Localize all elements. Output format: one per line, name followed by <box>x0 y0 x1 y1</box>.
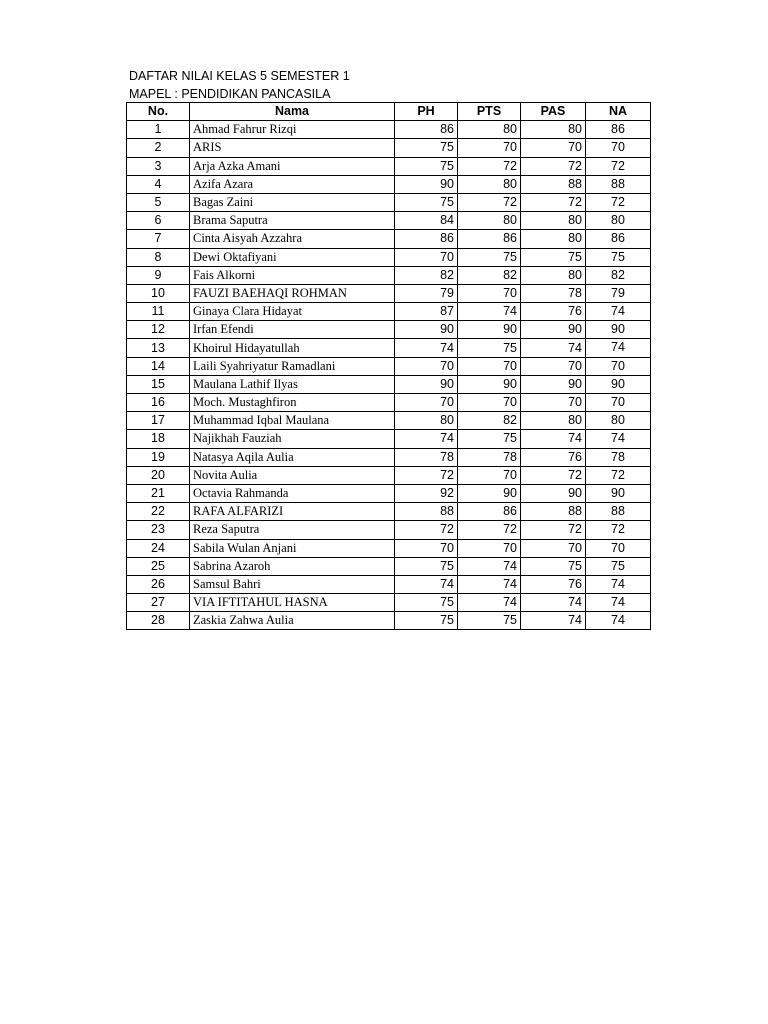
table-row <box>127 430 651 448</box>
table-row <box>127 594 651 612</box>
table-row <box>127 412 651 430</box>
cell-pts: 70 <box>458 139 521 157</box>
table-row <box>127 484 651 502</box>
table-row <box>127 357 651 375</box>
cell-nama: Ahmad Fahrur Rizqi <box>190 121 395 139</box>
cell-no: 10 <box>127 284 190 302</box>
cell-na: 90 <box>586 321 651 339</box>
cell-no: 3 <box>127 157 190 175</box>
table-row <box>127 521 651 539</box>
cell-pts: 80 <box>458 212 521 230</box>
cell-no: 8 <box>127 248 190 266</box>
cell-na: 74 <box>586 575 651 593</box>
cell-ph: 70 <box>395 357 458 375</box>
cell-nama: Azifa Azara <box>190 175 395 193</box>
cell-pts: 75 <box>458 430 521 448</box>
column-header-nama: Nama <box>190 103 395 121</box>
cell-pts: 86 <box>458 230 521 248</box>
column-header-ph: PH <box>395 103 458 121</box>
cell-ph: 75 <box>395 139 458 157</box>
cell-pas: 74 <box>521 430 586 448</box>
cell-no: 19 <box>127 448 190 466</box>
cell-no: 2 <box>127 139 190 157</box>
cell-nama: Samsul Bahri <box>190 575 395 593</box>
cell-nama: ARIS <box>190 139 395 157</box>
cell-pts: 82 <box>458 266 521 284</box>
cell-no: 25 <box>127 557 190 575</box>
table-row <box>127 575 651 593</box>
cell-pts: 72 <box>458 157 521 175</box>
cell-nama: Sabrina Azaroh <box>190 557 395 575</box>
cell-ph: 74 <box>395 430 458 448</box>
cell-no: 23 <box>127 521 190 539</box>
table-body <box>127 121 651 630</box>
cell-pas: 76 <box>521 448 586 466</box>
cell-na: 80 <box>586 212 651 230</box>
cell-pas: 72 <box>521 193 586 211</box>
cell-pts: 80 <box>458 175 521 193</box>
cell-no: 15 <box>127 375 190 393</box>
cell-na: 86 <box>586 230 651 248</box>
cell-nama: RAFA ALFARIZI <box>190 503 395 521</box>
cell-nama: Ginaya Clara Hidayat <box>190 303 395 321</box>
cell-pts: 90 <box>458 321 521 339</box>
cell-na: 70 <box>586 357 651 375</box>
cell-pts: 70 <box>458 357 521 375</box>
cell-pas: 90 <box>521 484 586 502</box>
cell-no: 17 <box>127 412 190 430</box>
table-row <box>127 303 651 321</box>
table-row <box>127 248 651 266</box>
cell-ph: 78 <box>395 448 458 466</box>
cell-na: 72 <box>586 466 651 484</box>
cell-pts: 70 <box>458 539 521 557</box>
cell-ph: 70 <box>395 539 458 557</box>
cell-pas: 70 <box>521 539 586 557</box>
cell-pas: 90 <box>521 375 586 393</box>
table-row <box>127 284 651 302</box>
cell-pas: 74 <box>521 612 586 630</box>
column-header-pts: PTS <box>458 103 521 121</box>
table-row <box>127 448 651 466</box>
cell-na: 88 <box>586 175 651 193</box>
cell-na: 72 <box>586 193 651 211</box>
cell-nama: Cinta Aisyah Azzahra <box>190 230 395 248</box>
cell-pas: 72 <box>521 521 586 539</box>
cell-na: 74 <box>586 430 651 448</box>
cell-pts: 70 <box>458 284 521 302</box>
cell-no: 4 <box>127 175 190 193</box>
cell-ph: 75 <box>395 157 458 175</box>
cell-nama: Laili Syahriyatur Ramadlani <box>190 357 395 375</box>
cell-pts: 75 <box>458 339 521 357</box>
cell-ph: 90 <box>395 375 458 393</box>
cell-pas: 80 <box>521 266 586 284</box>
cell-ph: 79 <box>395 284 458 302</box>
cell-nama: Khoirul Hidayatullah <box>190 339 395 357</box>
cell-pas: 88 <box>521 175 586 193</box>
cell-pas: 80 <box>521 212 586 230</box>
table-row <box>127 193 651 211</box>
cell-pas: 74 <box>521 594 586 612</box>
cell-na: 72 <box>586 521 651 539</box>
cell-nama: Zaskia Zahwa Aulia <box>190 612 395 630</box>
document-header <box>129 67 350 103</box>
cell-no: 27 <box>127 594 190 612</box>
cell-no: 18 <box>127 430 190 448</box>
cell-no: 24 <box>127 539 190 557</box>
cell-pas: 75 <box>521 557 586 575</box>
table-row <box>127 139 651 157</box>
cell-pts: 74 <box>458 575 521 593</box>
cell-pas: 80 <box>521 412 586 430</box>
cell-ph: 90 <box>395 321 458 339</box>
cell-ph: 70 <box>395 394 458 412</box>
table-row <box>127 175 651 193</box>
cell-no: 14 <box>127 357 190 375</box>
cell-pts: 90 <box>458 484 521 502</box>
cell-na: 70 <box>586 394 651 412</box>
subject-label: MAPEL : PENDIDIKAN PANCASILA <box>129 87 331 101</box>
cell-na: 74 <box>586 612 651 630</box>
cell-ph: 75 <box>395 612 458 630</box>
cell-no: 13 <box>127 339 190 357</box>
table-header-row <box>127 103 651 121</box>
cell-nama: Octavia Rahmanda <box>190 484 395 502</box>
cell-pts: 74 <box>458 303 521 321</box>
cell-ph: 86 <box>395 230 458 248</box>
cell-no: 26 <box>127 575 190 593</box>
table-row <box>127 539 651 557</box>
cell-pas: 90 <box>521 321 586 339</box>
cell-pas: 75 <box>521 248 586 266</box>
cell-nama: Fais Alkorni <box>190 266 395 284</box>
cell-no: 20 <box>127 466 190 484</box>
table-row <box>127 157 651 175</box>
table-row <box>127 375 651 393</box>
cell-na: 88 <box>586 503 651 521</box>
cell-ph: 74 <box>395 575 458 593</box>
cell-ph: 88 <box>395 503 458 521</box>
table-row <box>127 121 651 139</box>
table-row <box>127 394 651 412</box>
table-row <box>127 266 651 284</box>
cell-pas: 70 <box>521 139 586 157</box>
document-title: DAFTAR NILAI KELAS 5 SEMESTER 1 <box>129 69 350 83</box>
cell-na: 74 <box>586 594 651 612</box>
cell-no: 11 <box>127 303 190 321</box>
cell-nama: FAUZI BAEHAQI ROHMAN <box>190 284 395 302</box>
cell-ph: 75 <box>395 594 458 612</box>
column-header-no: No. <box>127 103 190 121</box>
cell-pts: 86 <box>458 503 521 521</box>
cell-nama: Moch. Mustaghfiron <box>190 394 395 412</box>
cell-no: 6 <box>127 212 190 230</box>
cell-no: 22 <box>127 503 190 521</box>
cell-na: 82 <box>586 266 651 284</box>
cell-pas: 88 <box>521 503 586 521</box>
cell-pas: 76 <box>521 303 586 321</box>
cell-nama: Bagas Zaini <box>190 193 395 211</box>
cell-pts: 74 <box>458 594 521 612</box>
cell-ph: 82 <box>395 266 458 284</box>
cell-nama: Novita Aulia <box>190 466 395 484</box>
cell-ph: 72 <box>395 466 458 484</box>
cell-pts: 75 <box>458 248 521 266</box>
cell-pts: 82 <box>458 412 521 430</box>
cell-nama: Maulana Lathif Ilyas <box>190 375 395 393</box>
cell-ph: 84 <box>395 212 458 230</box>
table-row <box>127 612 651 630</box>
cell-na: 90 <box>586 484 651 502</box>
cell-na: 78 <box>586 448 651 466</box>
cell-ph: 80 <box>395 412 458 430</box>
cell-pts: 70 <box>458 394 521 412</box>
cell-ph: 92 <box>395 484 458 502</box>
cell-ph: 75 <box>395 193 458 211</box>
cell-nama: Reza Saputra <box>190 521 395 539</box>
cell-pts: 75 <box>458 612 521 630</box>
table-row <box>127 557 651 575</box>
cell-pts: 70 <box>458 466 521 484</box>
cell-pts: 78 <box>458 448 521 466</box>
cell-no: 12 <box>127 321 190 339</box>
cell-nama: Irfan Efendi <box>190 321 395 339</box>
cell-pas: 72 <box>521 466 586 484</box>
cell-na: 79 <box>586 284 651 302</box>
cell-ph: 75 <box>395 557 458 575</box>
cell-na: 74 <box>586 339 651 357</box>
cell-pas: 76 <box>521 575 586 593</box>
cell-ph: 90 <box>395 175 458 193</box>
cell-pts: 74 <box>458 557 521 575</box>
cell-pas: 72 <box>521 157 586 175</box>
table-row <box>127 339 651 357</box>
cell-nama: Dewi Oktafiyani <box>190 248 395 266</box>
column-header-na: NA <box>586 103 651 121</box>
cell-na: 80 <box>586 412 651 430</box>
cell-na: 70 <box>586 139 651 157</box>
cell-na: 75 <box>586 248 651 266</box>
cell-pas: 74 <box>521 339 586 357</box>
table-row <box>127 230 651 248</box>
cell-ph: 70 <box>395 248 458 266</box>
grades-table <box>126 102 651 630</box>
cell-na: 86 <box>586 121 651 139</box>
cell-nama: Najikhah Fauziah <box>190 430 395 448</box>
cell-nama: Natasya Aqila Aulia <box>190 448 395 466</box>
cell-ph: 74 <box>395 339 458 357</box>
cell-pas: 80 <box>521 230 586 248</box>
cell-pas: 80 <box>521 121 586 139</box>
cell-ph: 86 <box>395 121 458 139</box>
cell-pts: 90 <box>458 375 521 393</box>
cell-ph: 87 <box>395 303 458 321</box>
cell-na: 72 <box>586 157 651 175</box>
cell-pts: 72 <box>458 521 521 539</box>
cell-ph: 72 <box>395 521 458 539</box>
cell-nama: Brama Saputra <box>190 212 395 230</box>
cell-no: 1 <box>127 121 190 139</box>
cell-nama: Sabila Wulan Anjani <box>190 539 395 557</box>
cell-na: 75 <box>586 557 651 575</box>
cell-pts: 72 <box>458 193 521 211</box>
cell-pas: 70 <box>521 394 586 412</box>
table-row <box>127 466 651 484</box>
cell-na: 70 <box>586 539 651 557</box>
cell-no: 16 <box>127 394 190 412</box>
cell-nama: Muhammad Iqbal Maulana <box>190 412 395 430</box>
cell-no: 5 <box>127 193 190 211</box>
cell-no: 28 <box>127 612 190 630</box>
cell-na: 74 <box>586 303 651 321</box>
cell-no: 9 <box>127 266 190 284</box>
cell-nama: Arja Azka Amani <box>190 157 395 175</box>
cell-pas: 78 <box>521 284 586 302</box>
table-row <box>127 212 651 230</box>
table-row <box>127 321 651 339</box>
cell-no: 7 <box>127 230 190 248</box>
cell-no: 21 <box>127 484 190 502</box>
cell-pas: 70 <box>521 357 586 375</box>
column-header-pas: PAS <box>521 103 586 121</box>
table-row <box>127 503 651 521</box>
cell-nama: VIA IFTITAHUL HASNA <box>190 594 395 612</box>
cell-na: 90 <box>586 375 651 393</box>
cell-pts: 80 <box>458 121 521 139</box>
